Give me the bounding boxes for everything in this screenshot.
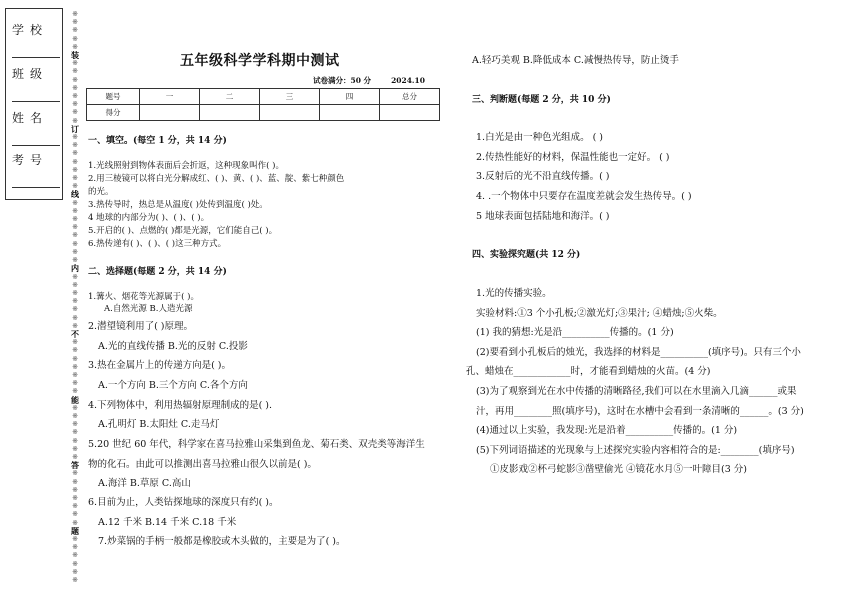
binding-filler: ※ [72,452,78,461]
binding-filler: ※ [72,206,78,215]
section3-heading: 三、判断题(每题 2 分，共 10 分) [472,95,611,105]
binding-filler: ※ [72,165,78,174]
binding-filler: ※ [72,370,78,379]
choice-question: 1.篝火、烟花等光源属于( )。 [88,292,199,302]
choice-question: 5.20 世纪 60 年代，科学家在喜马拉雅山采集到鱼龙、菊石类、双壳类等海洋生 [88,439,425,450]
experiment-line: 孔、蜡烛在____________时，才能看到蜡烛的火苗。(4 分) [466,366,711,377]
binding-filler: ※ [72,215,78,224]
judge-question: 1.白光是由一种色光组成。 ( ) [476,132,604,143]
binding-filler: ※ [72,551,78,560]
binding-filler: ※ [72,321,78,330]
score-cell[interactable] [380,105,440,121]
experiment-line: (2)要看到小孔板后的烛光，我选择的材料是__________(填序号)。只有三个小 [476,347,801,358]
full-score: 试卷满分：50 分 [313,76,372,85]
binding-filler: ※ [72,231,78,240]
choice-options: A.孔明灯 B.太阳灶 C.走马灯 [98,419,220,430]
judge-question: 3.反射后的光不沿直线传播。( ) [476,171,610,182]
binding-filler: ※ [72,444,78,453]
section1-heading: 一、填空。(每空 1 分，共 14 分) [88,136,227,146]
class-line [12,101,60,102]
binding-filler: ※ [72,223,78,232]
choice-options: A.12 千米 B.14 千米 C.18 千米 [98,517,237,528]
exam-date: 2024.10 [391,76,425,85]
fill-question: 3.热传导时，热总是从温度( )处传到温度( )处。 [88,200,268,210]
score-cell[interactable] [140,105,200,121]
score-header-cell: 二 [200,89,260,105]
name-line [12,145,60,146]
binding-filler: ※ [72,141,78,150]
binding-mark: 订 [71,123,79,134]
choice-question: 6.目前为止，人类钻探地球的深度只有约( )。 [88,497,279,508]
name-label: 姓名 [12,111,49,125]
score-cell[interactable] [320,105,380,121]
experiment-line: (1) 我的猜想:光是沿__________传播的。(1 分) [476,327,674,338]
fill-question: 6.热传递有( )、( )、( )这三种方式。 [88,239,227,249]
binding-filler: ※ [72,502,78,511]
judge-question: 4. .一个物体中只要存在温度差就会发生热传导。( ) [476,191,692,202]
school-line [12,57,60,58]
experiment-line: ①皮影戏②杯弓蛇影③凿壁偷光 ④镜花水月⑤一叶障目(3 分) [490,464,747,475]
binding-mark: 题 [71,525,79,536]
binding-filler: ※ [72,272,78,281]
binding-filler: ※ [72,83,78,92]
choice-question: 7.炒菜锅的手柄一般都是橡胶或木头做的，主要是为了( )。 [98,536,346,547]
choice-options: A.轻巧美观 B.降低成本 C.减慢热传导，防止烫手 [472,55,679,66]
choice-options: A.自然光源 B.人造光源 [104,304,193,314]
binding-filler: ※ [72,100,78,109]
binding-filler: ※ [72,305,78,314]
binding-filler: ※ [72,403,78,412]
judge-question: 5 地球表面包括陆地和海洋。( ) [476,211,610,222]
experiment-line: 1.光的传播实验。 [476,288,552,299]
score-header-cell: 一 [140,89,200,105]
section2-heading: 二、选择题(每题 2 分，共 14 分) [88,267,227,277]
binding-filler: ※ [72,354,78,363]
judge-question: 2.传热性能好的材料，保温性能也一定好。 ( ) [476,152,670,163]
exam-no-line [12,187,60,188]
fill-question: 5.开启的( )、点燃的( )都是光源，它们能自己( )。 [88,226,278,236]
page-title: 五年级科学学科期中测试 [180,53,340,69]
binding-filler: ※ [72,559,78,568]
choice-options: A.光的直线传播 B.光的反射 C.投影 [98,341,248,352]
binding-filler: ※ [72,18,78,27]
binding-filler: ※ [72,288,78,297]
binding-mark: 能 [71,394,79,405]
score-header-cell: 三 [260,89,320,105]
binding-filler: ※ [72,477,78,486]
binding-filler: ※ [72,428,78,437]
binding-filler: ※ [72,469,78,478]
binding-filler: ※ [72,411,78,420]
binding-filler: ※ [72,485,78,494]
binding-filler: ※ [72,518,78,527]
choice-options: A.一个方向 B.三个方向 C.各个方向 [98,380,248,391]
binding-filler: ※ [72,75,78,84]
fill-question: 1.光线照射到物体表面后会折返，这种现象叫作( )。 [88,161,284,171]
binding-filler: ※ [72,26,78,35]
binding-mark: 装 [71,50,79,61]
exam-no-label: 考号 [12,153,49,167]
binding-mark: 答 [71,460,79,471]
experiment-line: (5)下列词语描述的光现象与上述探究实验内容相符合的是:________(填序号) [476,445,795,456]
binding-mark: 线 [71,189,79,200]
binding-filler: ※ [72,567,78,576]
binding-filler: ※ [72,92,78,101]
class-label: 班级 [12,67,49,81]
binding-filler: ※ [72,535,78,543]
fill-question: 的光。 [88,187,114,197]
score-row-label: 得分 [87,105,140,121]
experiment-line: (4)通过以上实验，我发现:光是沿着__________传播的。(1 分) [476,425,738,436]
experiment-line: 实验材料:①3 个小孔板;②激光灯;③果汁; ④蜡烛;⑤火柴。 [476,308,723,319]
binding-filler: ※ [72,338,78,347]
binding-filler: ※ [72,436,78,445]
binding-filler: ※ [72,379,78,388]
choice-question: 4.下列物体中，利用热辐射原理制成的是( ). [88,400,273,411]
binding-filler: ※ [72,182,78,191]
binding-strip [70,10,80,584]
choice-question: 3.热在金属片上的传递方向是( )。 [88,360,231,371]
binding-filler: ※ [72,576,78,585]
binding-filler: ※ [72,59,78,68]
binding-filler: ※ [72,157,78,166]
binding-filler: ※ [72,313,78,322]
score-cell[interactable] [200,105,260,121]
binding-filler: ※ [72,493,78,502]
binding-filler: ※ [72,239,78,248]
binding-filler: ※ [72,133,78,142]
choice-question-cont: 物的化石。由此可以推测出喜马拉雅山很久以前是( )。 [88,459,317,470]
school-label: 学校 [12,23,49,37]
binding-filler: ※ [72,174,78,183]
binding-filler: ※ [72,387,78,396]
score-header-cell: 题号 [87,89,140,105]
fill-question: 4 地球的内部分为( )、( )、( )。 [88,213,210,223]
binding-filler: ※ [72,346,78,355]
binding-filler: ※ [72,280,78,289]
binding-mark: 不 [71,328,79,339]
binding-filler: ※ [72,42,78,51]
score-header-cell: 总分 [380,89,440,105]
score-cell[interactable] [260,105,320,121]
binding-filler: ※ [72,420,78,429]
binding-filler: ※ [72,67,78,76]
binding-filler: ※ [72,543,78,552]
choice-options: A.海洋 B.草原 C.高山 [98,478,191,489]
binding-filler: ※ [72,247,78,256]
binding-filler: ※ [72,362,78,371]
experiment-line: (3)为了观察到光在水中传播的清晰路径,我们可以在水里滴入几滴______或果 [476,386,797,397]
binding-filler: ※ [72,510,78,519]
binding-filler: ※ [72,149,78,158]
binding-mark: 内 [71,263,79,274]
student-info-box [5,8,63,200]
binding-filler: ※ [72,10,78,18]
choice-question: 2.潜望镜利用了( )原理。 [88,321,193,332]
exam-meta [313,75,445,86]
score-header-cell: 四 [320,89,380,105]
score-table [86,88,440,121]
binding-filler: ※ [72,256,78,265]
binding-filler: ※ [72,108,78,117]
binding-filler: ※ [72,116,78,125]
section4-heading: 四、实验探究题(共 12 分) [472,250,581,260]
binding-filler: ※ [72,297,78,306]
experiment-line: 汁，再用________照(填序号)，这时在水槽中会看到一条清晰的______。(3 分) [476,406,804,417]
binding-filler: ※ [72,198,78,207]
fill-question: 2.用三棱镜可以将白光分解成红、( )、黄、( )、蓝、靛、紫七种颜色 [88,174,345,184]
binding-filler: ※ [72,34,78,43]
